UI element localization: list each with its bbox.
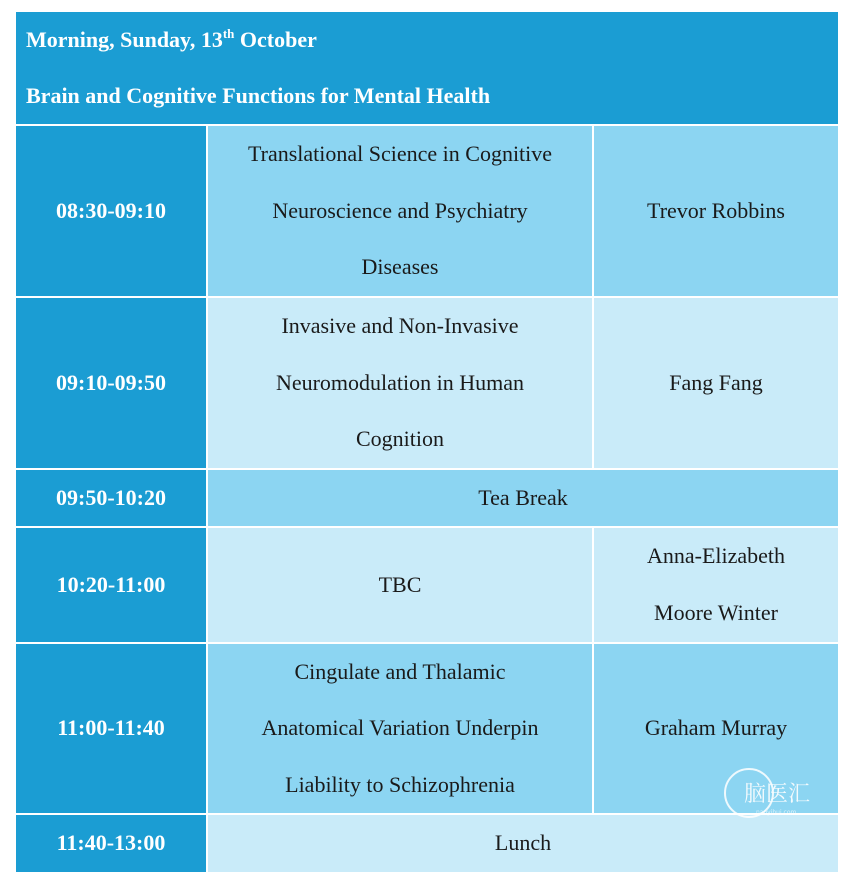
session-date: Morning, Sunday, 13th October bbox=[26, 26, 317, 52]
table-row bbox=[15, 814, 839, 873]
talk-title-cell: Cingulate and Thalamic Anatomical Variation Underpin Liability to Schizophrenia bbox=[207, 643, 593, 815]
table-row bbox=[15, 469, 839, 528]
talk-title-cell: Translational Science in Cognitive Neuroscience and Psychiatry Diseases bbox=[207, 125, 593, 297]
table-row bbox=[15, 643, 839, 815]
table-row bbox=[15, 297, 839, 469]
session-header bbox=[15, 12, 839, 125]
time-cell: 09:10-09:50 bbox=[15, 297, 207, 469]
schedule-table bbox=[14, 12, 840, 874]
speaker-cell: Fang Fang bbox=[593, 297, 839, 469]
svg-text:naoyihui.com: naoyihui.com bbox=[756, 809, 797, 816]
session-header-row bbox=[15, 12, 839, 125]
watermark-text: 脑医汇 bbox=[744, 782, 811, 807]
speaker-cell: Graham Murray bbox=[593, 643, 839, 815]
time-cell: 09:50-10:20 bbox=[15, 469, 207, 528]
table-row bbox=[15, 527, 839, 642]
break-cell: Lunch bbox=[207, 814, 839, 873]
table-row bbox=[15, 125, 839, 297]
speaker-cell: Trevor Robbins bbox=[593, 125, 839, 297]
watermark-logo bbox=[722, 766, 838, 820]
time-cell: 11:00-11:40 bbox=[15, 643, 207, 815]
speaker-cell: Anna-Elizabeth Moore Winter bbox=[593, 527, 839, 642]
time-cell: 08:30-09:10 bbox=[15, 125, 207, 297]
talk-title-cell: Invasive and Non-Invasive Neuromodulation in Human Cognition bbox=[207, 297, 593, 469]
talk-title-cell: TBC bbox=[207, 527, 593, 642]
break-cell: Tea Break bbox=[207, 469, 839, 528]
session-title: Brain and Cognitive Functions for Mental Health bbox=[26, 83, 491, 108]
time-cell: 10:20-11:00 bbox=[15, 527, 207, 642]
time-cell: 11:40-13:00 bbox=[15, 814, 207, 873]
